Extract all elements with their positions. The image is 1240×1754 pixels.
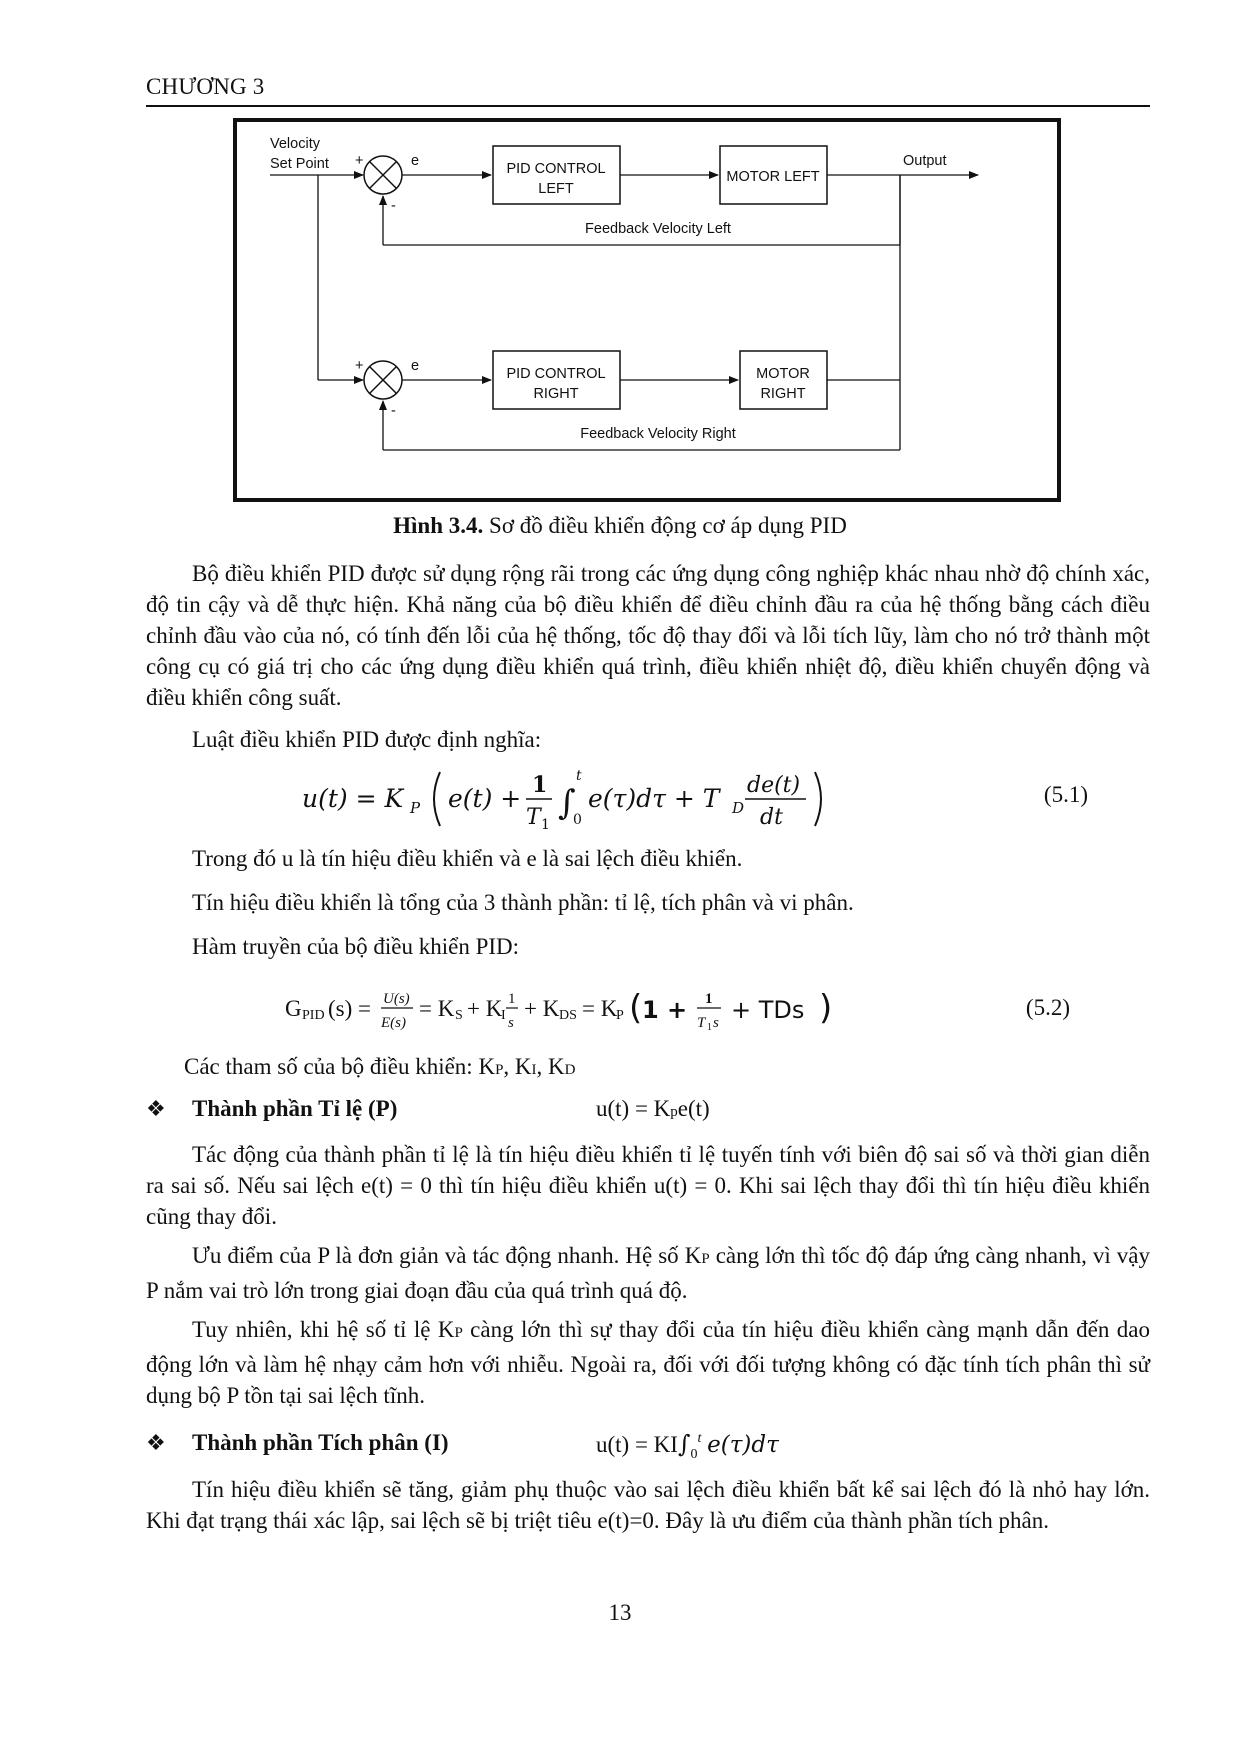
svg-text:S: S <box>455 1008 463 1023</box>
p-adv-part1: Ưu điểm của P là đơn giản và tác động nhanh. Hệ số K <box>192 1243 702 1268</box>
p-dis-part2: càng lớn thì sự thay đổi của tín hiệu điều khiển càng mạnh dẫn đến dao động lớn và làm hệ nhạy cảm hơn với nhiễu. Ngoài ra, đối với đối tượng không có đặc tính tích phân thì sử dụng bộ P tồn tại sai lệch tĩnh. <box>146 1317 1150 1408</box>
svg-text:1: 1 <box>508 991 516 1007</box>
equation-5-2 <box>285 985 1150 1035</box>
bullet-p-title: Thành phần Tỉ lệ (P) <box>192 1096 398 1121</box>
pid-right-label-line1: PID CONTROL <box>506 366 606 382</box>
svg-text:e(t) +: e(t) + <box>448 784 522 813</box>
p-adv-part2: càng lớn thì tốc độ đáp ứng càng nhanh, vì vậy P nắm vai trò lớn trong giai đoạn đầu của quá trình quá độ. <box>146 1243 1150 1303</box>
svg-text:s: s <box>713 1015 719 1031</box>
chapter-header: CHƯƠNG 3 <box>146 74 265 99</box>
bullet-p-formula: u(t) = Kpe(t) <box>596 1096 710 1121</box>
svg-text:1: 1 <box>532 772 548 798</box>
p-disadvantage-paragraph: Tuy nhiên, khi hệ số tỉ lệ KP càng lớn thì sự thay đổi của tín hiệu điều khiển càng mạnh dẫn đến dao động lớn và làm hệ nhạy cảm hơn với nhiễu. Ngoài ra, đối với đối tượng không có đặc tính tích phân thì sử dụng bộ P tồn tại sai lệch tĩnh. <box>146 1317 1150 1408</box>
svg-text:T: T <box>697 1015 706 1031</box>
svg-text:= K: = K <box>419 996 455 1021</box>
minus-sign-left: - <box>391 198 396 214</box>
svg-text:+ K: + K <box>524 996 560 1021</box>
pid-left-label-line2: LEFT <box>538 181 574 197</box>
i-effect-paragraph: Tín hiệu điều khiển sẽ tăng, giảm phụ thuộc vào sai lệch điều khiển bất kể sai lệch đó là nhỏ hay lớn. Khi đạt trạng thái xác lập, sai lệch sẽ bị triệt tiêu e(t)=0. Đây là ưu điểm của thành phần tích phân. <box>146 1477 1150 1533</box>
caption-text: Sơ đồ điều khiển động cơ áp dụng PID <box>483 513 847 538</box>
bullet-integral <box>146 1430 1150 1462</box>
feedback-left-label: Feedback Velocity Left <box>585 221 731 237</box>
plus-sign-left: + <box>355 153 364 169</box>
svg-text:s: s <box>508 1015 514 1031</box>
equation-5-2-number: (5.2) <box>1025 995 1070 1020</box>
svg-text:U(s): U(s) <box>383 991 410 1007</box>
pid-law-intro: Luật điều khiển PID được định nghĩa: <box>192 727 542 752</box>
motor-left-label: MOTOR LEFT <box>726 169 820 185</box>
intro-paragraph: Bộ điều khiển PID được sử dụng rộng rãi trong các ứng dụng công nghiệp khác nhau nhờ độ chính xác, độ tin cậy và dễ thực hiện. Khả năng của bộ điều khiển để điều chỉnh đầu ra của hệ thống bằng cách điều chỉnh đầu vào của nó, có tính đến lỗi của hệ thống, tốc độ thay đổi và lỗi tích lũy, làm cho nó trở thành một công cụ có giá trị cho các ứng dụng điều khiển quá trình, điều khiển nhiệt độ, điều khiển chuyển động và điều khiển công suất. <box>146 561 1150 710</box>
equation-5-1 <box>300 762 1150 832</box>
diamond-bullet-icon: ❖ <box>146 1097 166 1122</box>
p-dis-part1: Tuy nhiên, khi hệ số tỉ lệ K <box>192 1317 455 1342</box>
params-text: Các tham số của bộ điều khiển: K <box>184 1054 496 1079</box>
diamond-bullet-icon: ❖ <box>146 1431 166 1456</box>
summing-junction-left <box>364 156 402 194</box>
svg-text:∫: ∫ <box>558 783 576 823</box>
bullet-i-title: Thành phần Tích phân (I) <box>192 1430 449 1455</box>
svg-text:G: G <box>285 996 302 1021</box>
transfer-intro: Hàm truyền của bộ điều khiển PID: <box>192 934 520 959</box>
svg-text:dt: dt <box>760 805 783 830</box>
bullet-i-formula: $u(t) = KI\int_0^t$ e(τ)dτ <box>596 1430 779 1462</box>
svg-text:e(τ)dτ + T: e(τ)dτ + T <box>588 784 720 813</box>
header-rule <box>146 105 1150 107</box>
setpoint-label-line1: Velocity <box>270 136 320 152</box>
p-effect-paragraph: Tác động của thành phần tỉ lệ là tín hiệu điều khiển tỉ lệ tuyến tính với biên độ sai số và thời gian diễn ra sai số. Nếu sai lệch e(t) = 0 thì tín hiệu điều khiển u(t) = 0. Khi sai lệch thay đổi thì tín hiệu điều khiển cũng thay đổi. <box>146 1142 1150 1229</box>
svg-text:de(t): de(t) <box>747 773 801 798</box>
plus-sign-right: + <box>355 358 364 374</box>
diagram-frame <box>235 120 1059 500</box>
svg-text:= K: = K <box>582 996 618 1021</box>
pid-left-label-line1: PID CONTROL <box>506 161 606 177</box>
svg-text:T: T <box>526 805 541 830</box>
motor-right-label-line1: MOTOR <box>756 366 810 382</box>
minus-sign-right: - <box>391 403 396 419</box>
pid-right-label-line2: RIGHT <box>533 386 579 402</box>
motor-right-label-line2: RIGHT <box>760 386 806 402</box>
svg-text:1: 1 <box>707 1022 712 1033</box>
svg-text:E(s): E(s) <box>381 1015 406 1031</box>
svg-text:+ TDs: + TDs <box>731 996 805 1024</box>
svg-text:(: ( <box>629 988 643 1028</box>
svg-text:1: 1 <box>705 991 713 1007</box>
caption-label: Hình 3.4. <box>393 513 484 538</box>
params-line: Các tham số của bộ điều khiển: KP, KI, KD <box>184 1054 576 1079</box>
bullet-proportional <box>146 1096 1150 1122</box>
svg-text:PID: PID <box>302 1008 325 1023</box>
equation-5-1-number: (5.1) <box>1043 782 1088 807</box>
svg-text:t: t <box>576 768 582 784</box>
p-advantage-paragraph: Ưu điểm của P là đơn giản và tác động nhanh. Hệ số KP càng lớn thì tốc độ đáp ứng càng nhanh, vì vậy P nắm vai trò lớn trong giai đoạn đầu của quá trình quá độ. <box>146 1243 1150 1303</box>
svg-text:P: P <box>410 799 421 817</box>
svg-text:DS: DS <box>559 1008 577 1023</box>
svg-text:0: 0 <box>573 812 582 828</box>
error-label-right: e <box>411 358 420 374</box>
figure-caption <box>0 513 1240 539</box>
svg-text:(s) =: (s) = <box>328 996 371 1021</box>
svg-text:D: D <box>732 799 745 817</box>
where-line: Trong đó u là tín hiệu điều khiển và e là sai lệch điều khiển. <box>192 846 743 871</box>
svg-text:1: 1 <box>541 817 550 832</box>
pid-block-diagram <box>233 118 1061 502</box>
sum-line: Tín hiệu điều khiển là tổng của 3 thành phần: tỉ lệ, tích phân và vi phân. <box>192 890 854 915</box>
svg-text:P: P <box>616 1008 624 1023</box>
svg-text:1 +: 1 + <box>642 996 688 1024</box>
svg-text:I: I <box>501 1008 506 1023</box>
page-number: 13 <box>608 1600 632 1625</box>
output-label: Output <box>903 153 947 169</box>
feedback-right-label: Feedback Velocity Right <box>580 426 736 442</box>
svg-text:): ) <box>819 988 833 1028</box>
setpoint-label-line2: Set Point <box>270 156 329 172</box>
summing-junction-right <box>364 361 402 399</box>
error-label-left: e <box>411 153 420 169</box>
svg-text:+ K: + K <box>467 996 503 1021</box>
svg-text:u(t) = K: u(t) = K <box>302 784 404 813</box>
